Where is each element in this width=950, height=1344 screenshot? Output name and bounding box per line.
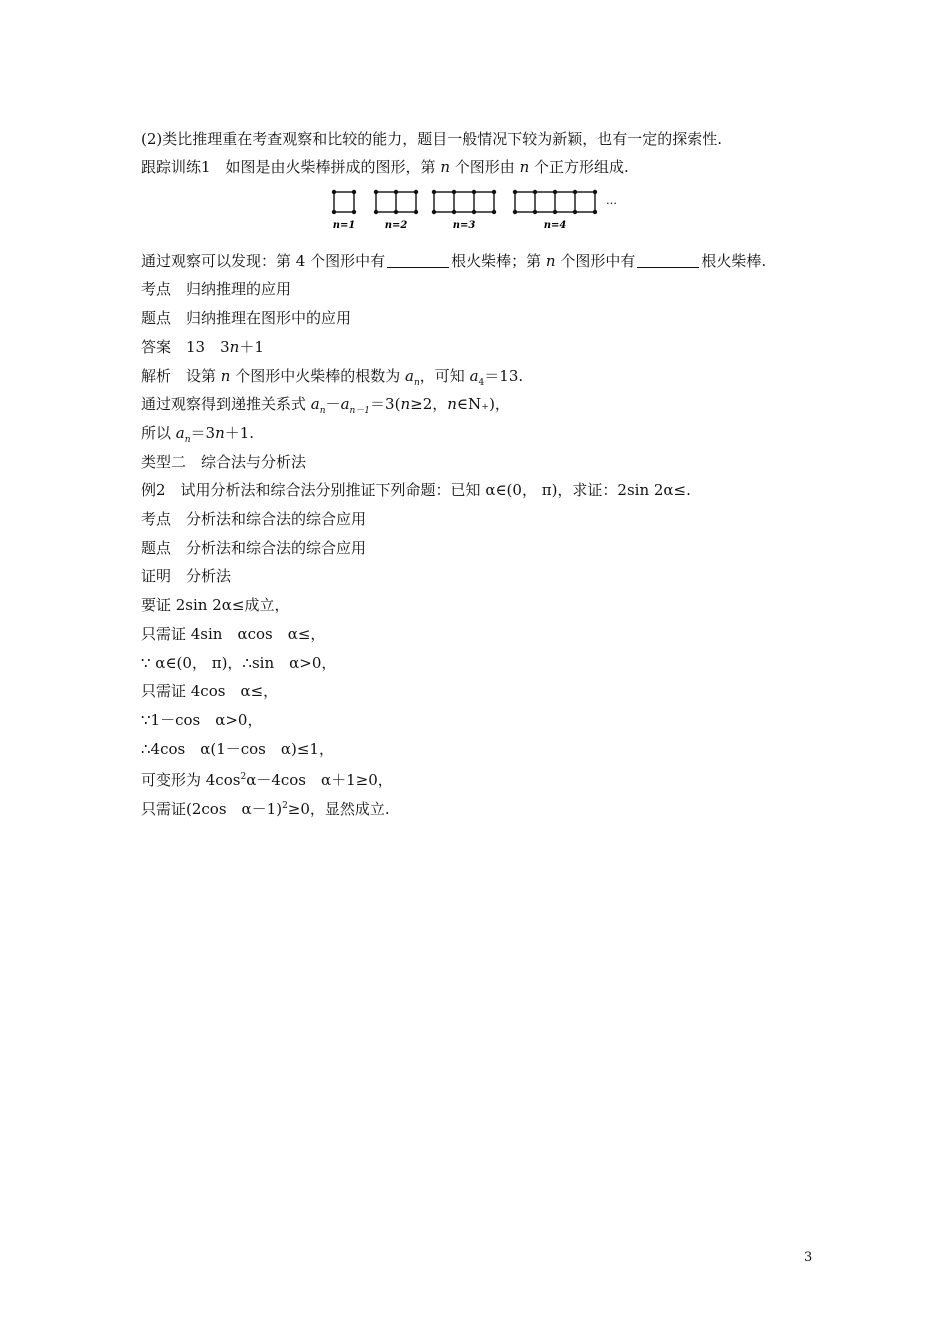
matchstick-outline (434, 192, 494, 212)
tidian-2: 题点 分析法和综合法的综合应用 (141, 539, 367, 557)
figure-ellipsis: … (606, 194, 617, 207)
proof-step-6: ∴4cos α(1－cos α)≤1， (141, 740, 334, 758)
matchstick-joint (414, 190, 418, 194)
paragraph-analogy: (2)类比推理重在考查观察和比较的能力，题目一般情况下较为新颖，也有一定的探索性. (141, 130, 723, 148)
conclusion-line: 所以 $a_n=3n+1$. (141, 424, 255, 445)
matchstick-joint (352, 210, 356, 214)
matchstick-joint (492, 210, 496, 214)
figure-label-4: n=4 (543, 220, 567, 231)
matchstick-outline (334, 192, 354, 212)
proof-step-3: ∵ α∈(0， π)，∴sin α>0， (141, 654, 337, 672)
answer-blank-1 (387, 253, 449, 268)
matchstick-joint (533, 190, 537, 194)
matchstick-joint (374, 210, 378, 214)
figure-label-3: n=3 (452, 220, 476, 231)
matchstick-joint (593, 190, 597, 194)
matchstick-joint (472, 190, 476, 194)
matchstick-figure (330, 186, 630, 236)
matchstick-figure-1 (332, 190, 356, 231)
matchstick-figure-3 (432, 190, 496, 231)
matchstick-joint (394, 190, 398, 194)
matchstick-joint (513, 210, 517, 214)
proof-step-8: 只需证(2cos α－1)$^2$≥0，显然成立. (141, 800, 390, 818)
matchstick-joint (452, 210, 456, 214)
answer-line: 答案 13 3n＋1 (141, 338, 264, 356)
analysis-line: 解析 设第 n 个图形中火柴棒的根数为 $a_n$，可知 $a_4=13$. (141, 367, 524, 388)
proof-step-2: 只需证 4sin αcos α≤， (141, 625, 326, 643)
example-2-statement: 例2 试用分析法和综合法分别推证下列命题：已知 α∈(0， π)，求证：2sin 2α≤. (141, 481, 691, 499)
kaodian-2: 考点 分析法和综合法的综合应用 (141, 510, 367, 528)
matchstick-joint (472, 210, 476, 214)
matchstick-figure-2 (374, 190, 418, 231)
matchstick-joint (394, 210, 398, 214)
matchstick-joint (332, 190, 336, 194)
proof-step-7: 可变形为 $4\cos^2\alpha-4\cos$ α＋1≥0， (141, 771, 393, 789)
section-heading-type-2: 类型二 综合法与分析法 (141, 453, 307, 471)
matchstick-figure-4 (513, 190, 597, 231)
exercise-1-question: 通过观察可以发现：第 4 个图形中有 根火柴棒；第 n 个图形中有 根火柴棒. (141, 252, 767, 270)
matchstick-joint (452, 190, 456, 194)
figure-label-2: n=2 (384, 220, 408, 231)
matchstick-joint (374, 190, 378, 194)
matchstick-joint (553, 190, 557, 194)
proof-step-4: 只需证 4cos α≤， (141, 682, 279, 700)
matchstick-joint (432, 190, 436, 194)
figure-label-1: n=1 (332, 220, 356, 231)
matchstick-joint (553, 210, 557, 214)
matchstick-joint (432, 210, 436, 214)
matchstick-joint (513, 190, 517, 194)
matchstick-joint (352, 190, 356, 194)
proof-step-5: ∵1－cos α>0， (141, 711, 263, 729)
proof-heading: 证明 分析法 (141, 567, 232, 585)
exercise-1-statement: 跟踪训练1 如图是由火柴棒拼成的图形，第 n 个图形由 n 个正方形组成. (141, 158, 629, 176)
matchstick-joint (492, 190, 496, 194)
tidian-1: 题点 归纳推理在图形中的应用 (141, 309, 352, 327)
matchstick-joint (533, 210, 537, 214)
recurrence-line: 通过观察得到递推关系式 $a_n-a_{n-1}=3(n\ge 2$，n∈N₊)， (141, 395, 510, 416)
matchstick-joint (414, 210, 418, 214)
matchstick-joint (573, 190, 577, 194)
matchstick-joint (573, 210, 577, 214)
kaodian-1: 考点 归纳推理的应用 (141, 280, 292, 298)
answer-blank-2 (637, 253, 699, 268)
matchstick-joint (332, 210, 336, 214)
proof-step-1: 要证 2sin 2α≤成立， (141, 596, 290, 614)
page-number: 3 (804, 1250, 813, 1265)
matchstick-joint (593, 210, 597, 214)
